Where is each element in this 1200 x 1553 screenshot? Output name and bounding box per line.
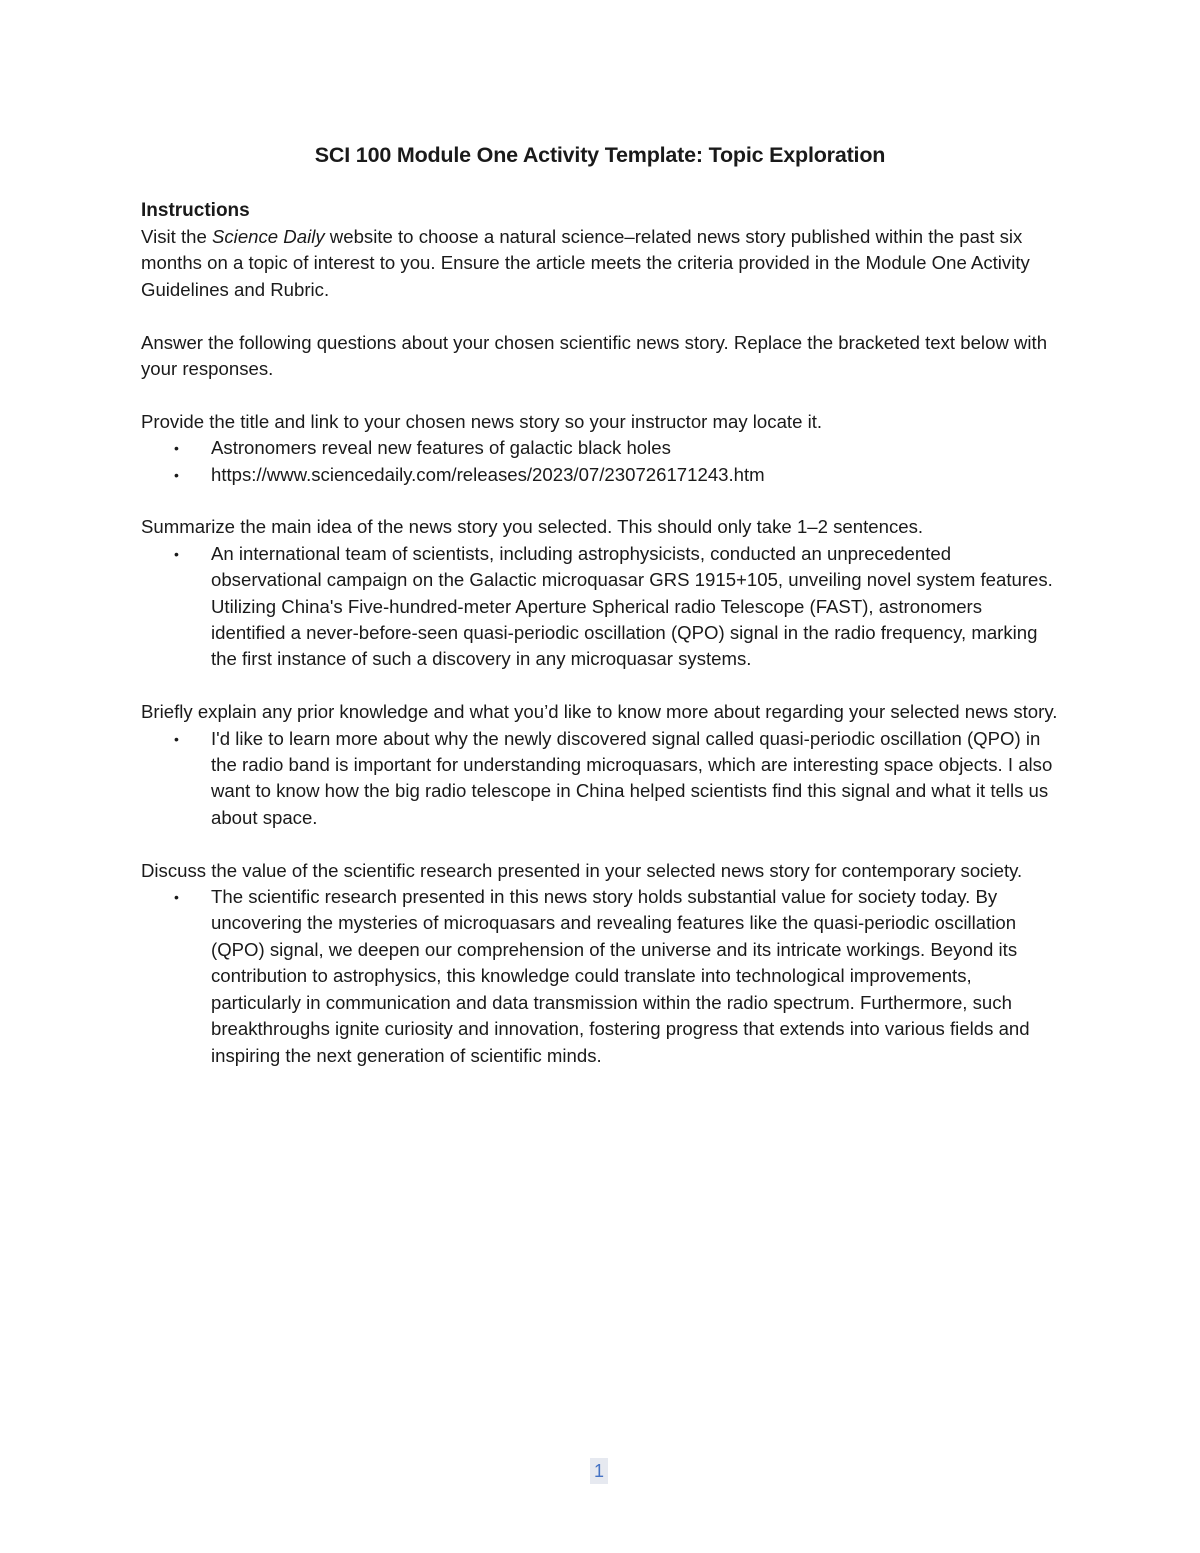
intro-text-start: Visit the (141, 226, 212, 247)
answer-prompt-paragraph: Answer the following questions about your chosen scientific news story. Replace the bracketed text below with your responses. (141, 331, 1048, 380)
instructions-paragraph (141, 224, 1059, 303)
science-daily-name: Science Daily (211, 226, 325, 247)
list-item (174, 541, 1059, 673)
question-4-prompt: Discuss the value of the scientific research presented in your selected news story for contemporary society. (141, 859, 1023, 881)
list-item (174, 435, 1059, 461)
list-item (174, 726, 1059, 832)
question-1-prompt: Provide the title and link to your chosen news story so your instructor may locate it. (141, 410, 823, 432)
summary-answer: An international team of scientists, including astrophysicists, conducted an unprecedented observational campaign on the Galactic microquasar GRS 1915+105, unveiling novel system features. Utilizing China's Five-hundred-meter Aperture Spherical radio Telescope (FAST), astronomers identified a never-before-seen quasi-periodic oscillation (QPO) signal in the radio frequency, marking the first instance of such a discovery in any microquasar systems. (211, 542, 1053, 670)
document-body (141, 140, 1059, 1069)
bullet-icon: • (174, 440, 179, 457)
article-link: https://www.sciencedaily.com/releases/2023/07/230726171243.htm (211, 463, 765, 485)
list-item (174, 884, 1059, 1069)
bullet-icon: • (174, 730, 179, 747)
bullet-icon: • (174, 545, 179, 562)
list-item (174, 462, 1059, 488)
intro-text-end: website to choose a natural science–related news story published within the past six months on a topic of interest to you. Ensure the article meets the criteria provided in the Module One Activity Guidelines and Rubric. (141, 226, 1030, 300)
question-2-prompt: Summarize the main idea of the news story you selected. This should only take 1–2 sentences. (141, 516, 924, 538)
prior-knowledge-answer: I'd like to learn more about why the newly discovered signal called quasi-periodic oscillation (QPO) in the radio band is important for understanding microquasars, which are interesting space objects. I also want to know how the big radio telescope in China helped scientists find this signal and what it tells us about space. (211, 727, 1053, 828)
page-number: 1 (590, 1458, 608, 1484)
article-title: Astronomers reveal new features of galactic black holes (211, 437, 671, 459)
instructions-heading: Instructions (141, 200, 250, 221)
bullet-icon: • (174, 466, 179, 483)
value-answer: The scientific research presented in this news story holds substantial value for society today. By uncovering the mysteries of microquasars and revealing features like the quasi-periodic oscillation (QPO) signal, we deepen our comprehension of the universe and its intricate workings. Beyond its contribution to astrophysics, this knowledge could translate into technological improvements, particularly in communication and data transmission within the radio spectrum. Furthermore, such breakthroughs ignite curiosity and innovation, fostering progress that extends into various fields and inspiring the next generation of scientific minds. (211, 886, 1030, 1066)
question-1-answers (141, 435, 1059, 488)
question-4-answers (141, 884, 1059, 1069)
question-3-answers (141, 726, 1059, 832)
document-title: SCI 100 Module One Activity Template: Topic Exploration (314, 143, 886, 167)
question-3-prompt: Briefly explain any prior knowledge and what you’d like to know more about regarding your selected news story. (141, 701, 1058, 723)
bullet-icon: • (174, 889, 179, 906)
question-2-answers (141, 541, 1059, 673)
